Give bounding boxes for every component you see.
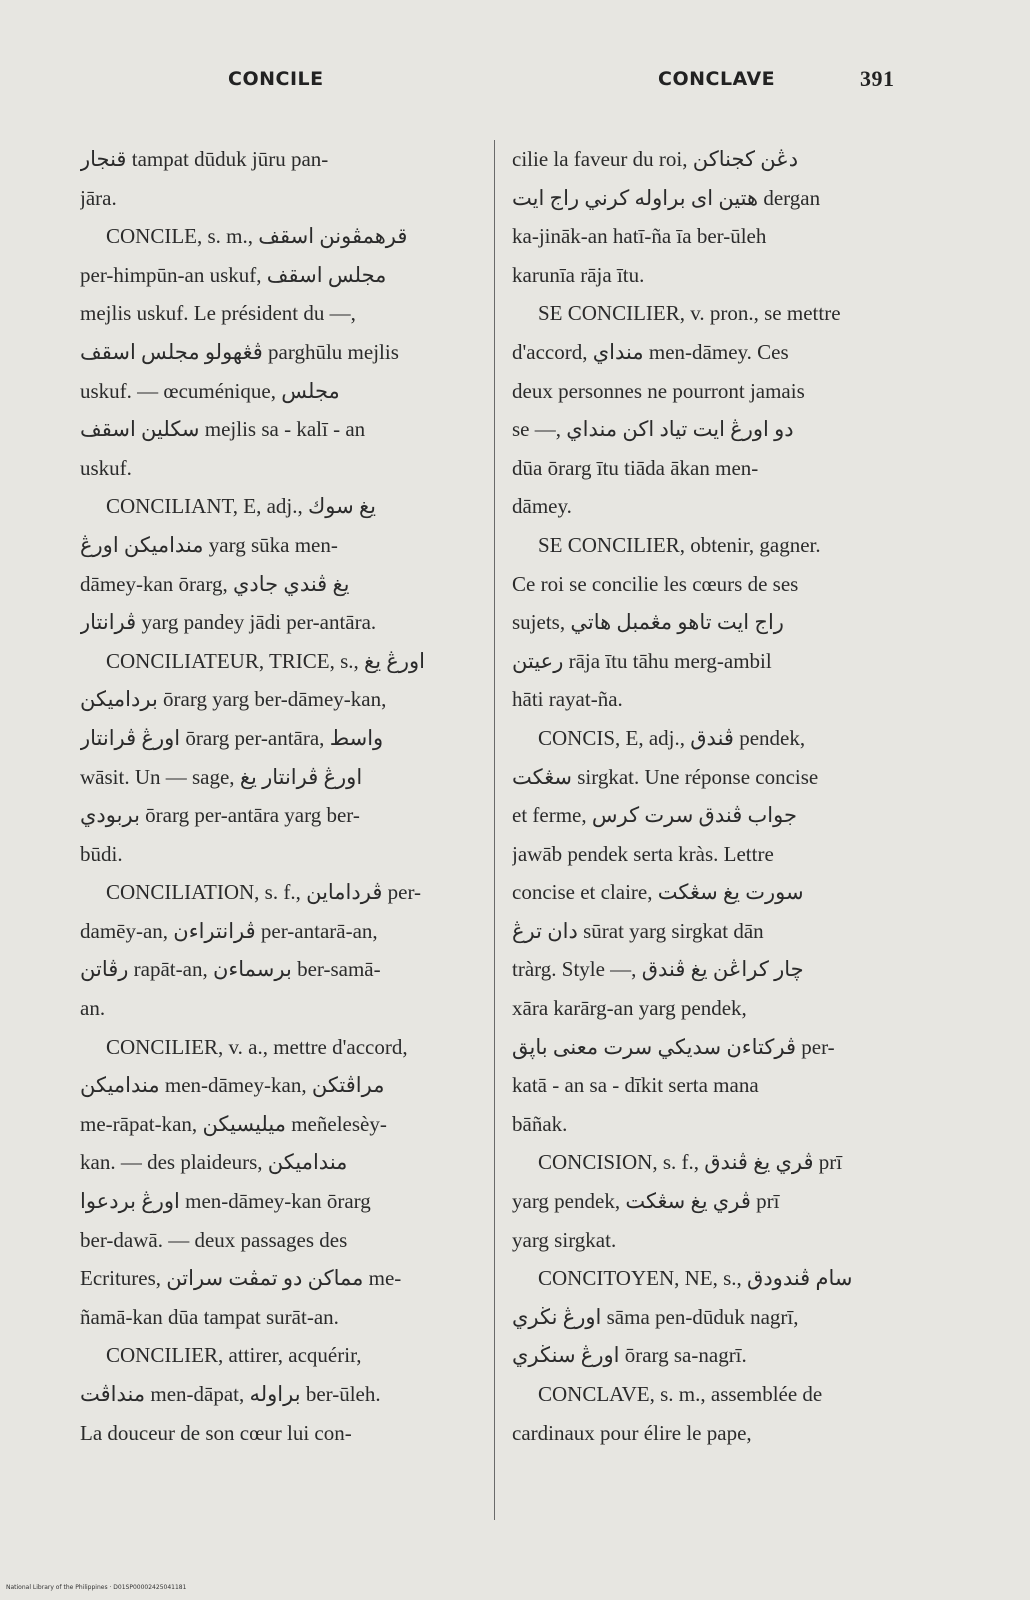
text-line: tràrg. Style —, چار كراڠن يغ ڤندق: [512, 957, 804, 982]
scan-credit: National Library of the Philippines · D01SP00002425041181: [6, 1584, 187, 1591]
text-line: deux personnes ne pourront jamais: [512, 378, 805, 403]
text-line: CONCLAVE, s. m., assemblée de: [538, 1382, 823, 1406]
text-line: رڤاتن rapāt-an, برسماءن ber-samā-: [80, 957, 381, 982]
text-line: damēy-an, ڤرانتراءن per-antarā-an,: [80, 918, 378, 943]
text-line: CONCITOYEN, NE, s., سام ڤندودق: [538, 1266, 853, 1291]
text-line: CONCIS, E, adj., ڤندق pendek,: [538, 725, 806, 750]
text-line: yarg pendek, ڤري يغ سڠكت prī: [512, 1189, 780, 1214]
text-line: bāñak.: [512, 1111, 568, 1136]
text-line: karunīa rāja ītu.: [512, 262, 645, 287]
text-line: سكلين اسقف mejlis sa - kalī - an: [80, 417, 366, 442]
text-line: ber-dawā. — deux passages des: [80, 1227, 348, 1252]
text-line: Ecritures, مماكن دو تمڤت سراتن me-: [80, 1266, 402, 1291]
text-line: منداميكن اورڠ yarg sūka men-: [80, 532, 338, 557]
text-line: katā - an sa - dīkit serta mana: [512, 1073, 759, 1098]
text-line: CONCILIATION, s. f., ڤرداماين per-: [106, 880, 422, 905]
text-line: d'accord, منداي men-dāmey. Ces: [512, 339, 789, 364]
text-line: La douceur de son cœur lui con-: [80, 1420, 352, 1445]
page-number: 391: [860, 66, 895, 91]
text-line: hāti rayat-ña.: [512, 687, 623, 712]
text-line: اورڠ ڤرانتار ōrarg per-antāra, واسط: [80, 725, 384, 750]
text-line: jawāb pendek serta kràs. Lettre: [512, 841, 774, 866]
text-line: ڤركتاءن سديكي سرت معنى باڽق per-: [512, 1034, 835, 1059]
text-line: CONCISION, s. f., ڤري يغ ڤندق prī: [538, 1150, 843, 1175]
text-line: me-rāpat-kan, ميليسيكن meñelesèy-: [80, 1111, 387, 1136]
text-line: per-himpūn-an uskuf, مجلس اسقف: [80, 262, 387, 287]
right-column: [512, 140, 902, 1452]
text-line: منداميكن men-dāmey-kan, مراڤتكن: [80, 1073, 385, 1098]
text-line: قنجار tampat dūduk jūru pan-: [80, 147, 329, 171]
text-line: sujets, راج ايت تاهو مڠمبل هاتي: [512, 610, 784, 635]
text-line: dāmey.: [512, 494, 572, 519]
text-line: yarg sirgkat.: [512, 1227, 617, 1252]
text-line: SE CONCILIER, v. pron., se mettre: [538, 301, 841, 326]
text-line: cilie la faveur du roi, دڠن كجناكن: [512, 147, 799, 171]
text-line: dāmey-kan ōrarg, يغ ڤندي جادي: [80, 571, 350, 596]
text-line: بربودي ōrarg per-antāra yarg ber-: [80, 803, 360, 828]
text-line: jāra.: [80, 185, 117, 210]
text-line: ñamā-kan dūa tampat surāt-an.: [80, 1304, 339, 1329]
text-line: CONCILIATEUR, TRICE, s., اورڠ يغ: [106, 648, 425, 673]
text-line: būdi.: [80, 841, 123, 866]
text-line: CONCILIER, attirer, acquérir,: [106, 1343, 362, 1368]
text-line: kan. — des plaideurs, منداميكن: [80, 1150, 348, 1175]
column-divider: [494, 140, 495, 1520]
text-line: uskuf. — œcuménique, مجلس: [80, 378, 340, 403]
text-line: Ce roi se concilie les cœurs de ses: [512, 571, 799, 596]
text-line: et ferme, جواب ڤندق سرت كرس: [512, 803, 797, 828]
running-head-left: CONCILE: [228, 68, 324, 90]
running-head-right: CONCLAVE: [658, 68, 776, 90]
text-line: رعيتن rāja ītu tāhu merg-ambil: [512, 648, 772, 673]
text-line: CONCILIANT, E, adj., يغ سوك: [106, 494, 377, 519]
left-column: [80, 140, 470, 1452]
text-line: CONCILIER, v. a., mettre d'accord,: [106, 1034, 408, 1059]
text-line: uskuf.: [80, 455, 132, 480]
text-line: dūa ōrarg ītu tiāda ākan men-: [512, 455, 759, 480]
text-line: ڤڠهولو مجلس اسقف parghūlu mejlis: [80, 339, 399, 364]
text-line: ka-jināk-an hatī-ña īa ber-ūleh: [512, 224, 767, 249]
text-line: concise et claire, سورت يغ سڠكت: [512, 880, 804, 905]
text-line: اورڠ سنڬري ōrarg sa-nagrī.: [512, 1343, 747, 1368]
text-line: mejlis uskuf. Le président du —,: [80, 301, 356, 326]
text-line: an.: [80, 996, 106, 1021]
text-line: wāsit. Un — sage, اورڠ ڤرانتار يغ: [80, 764, 363, 789]
text-line: SE CONCILIER, obtenir, gagner.: [538, 532, 821, 557]
text-line: ڤرانتار yarg pandey jādi per-antāra.: [80, 610, 377, 635]
text-line: منداڤت men-dāpat, براوله ber-ūleh.: [80, 1382, 381, 1406]
text-line: اورڠ نڬري sāma pen-dūduk nagrī,: [512, 1304, 799, 1329]
text-line: xāra karārg-an yarg pendek,: [512, 996, 747, 1021]
text-line: دان ترڠ sūrat yarg sirgkat dān: [512, 918, 764, 943]
text-line: سڠكت sirgkat. Une réponse concise: [512, 764, 819, 789]
text-line: se —, دو اورڠ ايت تياد اكن منداي: [512, 417, 794, 442]
text-line: برداميكن ōrarg yarg ber-dāmey-kan,: [80, 687, 387, 712]
text-line: CONCILE, s. m., قرهمڤونن اسقف: [106, 224, 408, 249]
text-line: هتين اى براوله كرني راج ايت dergan: [512, 185, 821, 210]
text-line: cardinaux pour élire le pape,: [512, 1420, 752, 1445]
text-line: اورڠ بردعوا men-dāmey-kan ōrarg: [80, 1189, 371, 1214]
